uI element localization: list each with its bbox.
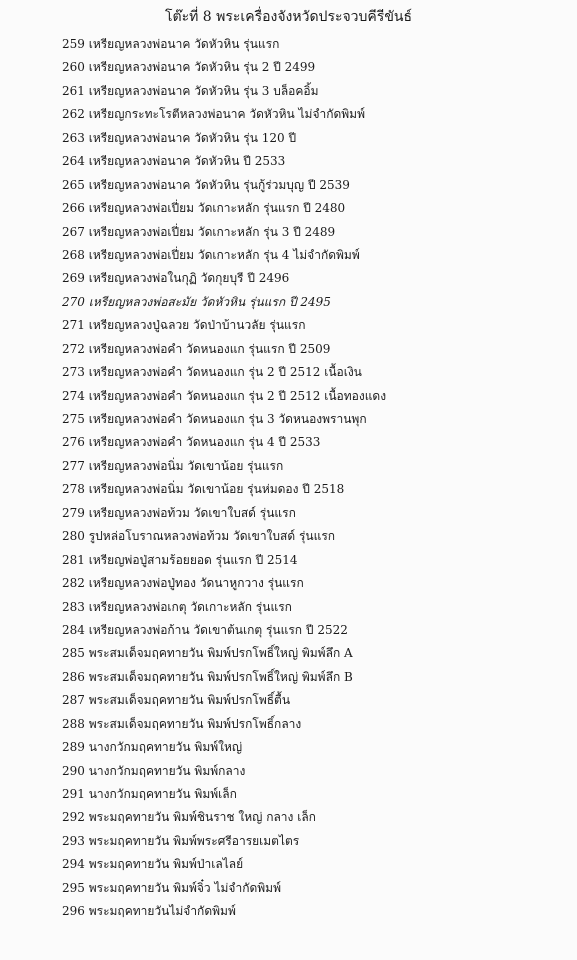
list-item: 263 เหรียญหลวงพ่อนาค วัดหัวหิน รุ่น 120 ปี (62, 130, 297, 145)
list-item: 267 เหรียญหลวงพ่อเปี่ยม วัดเกาะหลัก รุ่น 3 ปี 2489 (62, 224, 336, 239)
list-item: 276 เหรียญหลวงพ่อคำ วัดหนองแก รุ่น 4 ปี 2533 (62, 435, 321, 450)
list-item: 289 นางกวักมฤคทายวัน พิมพ์ใหญ่ (62, 740, 243, 755)
list-item: 265 เหรียญหลวงพ่อนาค วัดหัวหิน รุ่นกู้ร่วมบุญ ปี 2539 (62, 177, 350, 192)
list-item: 290 นางกวักมฤคทายวัน พิมพ์กลาง (62, 763, 246, 778)
list-item: 261 เหรียญหลวงพ่อนาค วัดหัวหิน รุ่น 3 บล็อคอิ้ม (62, 83, 319, 98)
list-item: 259 เหรียญหลวงพ่อนาค วัดหัวหิน รุ่นแรก (62, 37, 280, 51)
list-item: 286 พระสมเด็จมฤคทายวัน พิมพ์ปรกโพธิ์ใหญ่ พิมพ์ลึก B (62, 669, 353, 684)
list-item: 291 นางกวักมฤคทายวัน พิมพ์เล็ก (62, 787, 237, 801)
list-item: 294 พระมฤคทายวัน พิมพ์ป่าเลไลย์ (62, 857, 244, 872)
list-item: 262 เหรียญกระทะโรตีหลวงพ่อนาค วัดหัวหิน ไม่จำกัดพิมพ์ (62, 107, 365, 122)
list-item: 266 เหรียญหลวงพ่อเปี่ยม วัดเกาะหลัก รุ่นแรก ปี 2480 (62, 201, 346, 216)
page-title: โต๊ะที่ 8 พระเครื่องจังหวัดประจวบคีรีขันธ์ (164, 9, 413, 25)
list-item: 275 เหรียญหลวงพ่อคำ วัดหนองแก รุ่น 3 วัดหนองพรานพุก (62, 412, 367, 426)
list-item: 282 เหรียญหลวงพ่อปู่ทอง วัดนาหูกวาง รุ่นแรก (62, 576, 304, 591)
list-item: 284 เหรียญหลวงพ่อก้าน วัดเขาต้นเกตุ รุ่นแรก ปี 2522 (62, 622, 348, 637)
list-item: 274 เหรียญหลวงพ่อคำ วัดหนองแก รุ่น 2 ปี 2512 เนื้อทองแดง (62, 388, 387, 403)
list-item: 269 เหรียญหลวงพ่อในกุฏิ วัดกุยบุรี ปี 2496 (62, 271, 290, 286)
list-item: 264 เหรียญหลวงพ่อนาค วัดหัวหิน ปี 2533 (62, 154, 286, 169)
list-item: 287 พระสมเด็จมฤคทายวัน พิมพ์ปรกโพธิ์ตื้น (62, 693, 291, 708)
list-item: 270 เหรียญหลวงพ่อสะมัย วัดหัวหิน รุ่นแรก ปี 2495 (62, 294, 331, 309)
list-item: 288 พระสมเด็จมฤคทายวัน พิมพ์ปรกโพธิ์กลาง (62, 716, 302, 731)
list-item: 281 เหรียญพ่อปู่สามร้อยยอด รุ่นแรก ปี 2514 (62, 552, 298, 567)
list-item: 279 เหรียญหลวงพ่อท้วม วัดเขาใบสด์ รุ่นแรก (62, 505, 296, 520)
list-item: 277 เหรียญหลวงพ่อนิ่ม วัดเขาน้อย รุ่นแรก (62, 458, 284, 473)
list-item: 295 พระมฤคทายวัน พิมพ์จิ๋ว ไม่จำกัดพิมพ์ (62, 880, 281, 895)
amulet-list (62, 33, 386, 924)
list-item: 283 เหรียญหลวงพ่อเกตุ วัดเกาะหลัก รุ่นแรก (62, 599, 292, 614)
list-item: 273 เหรียญหลวงพ่อคำ วัดหนองแก รุ่น 2 ปี 2512 เนื้อเงิน (62, 365, 362, 380)
list-item: 293 พระมฤคทายวัน พิมพ์พระศรีอารยเมตไตร (62, 833, 300, 848)
list-item: 268 เหรียญหลวงพ่อเปี่ยม วัดเกาะหลัก รุ่น 4 ไม่จำกัดพิมพ์ (62, 247, 360, 262)
list-item: 296 พระมฤคทายวันไม่จำกัดพิมพ์ (62, 904, 236, 919)
list-item: 260 เหรียญหลวงพ่อนาค วัดหัวหิน รุ่น 2 ปี 2499 (62, 60, 316, 75)
list-item: 272 เหรียญหลวงพ่อคำ วัดหนองแก รุ่นแรก ปี 2509 (62, 341, 331, 356)
list-item: 285 พระสมเด็จมฤคทายวัน พิมพ์ปรกโพธิ์ใหญ่ พิมพ์ลึก A (62, 646, 353, 661)
list-item: 278 เหรียญหลวงพ่อนิ่ม วัดเขาน้อย รุ่นห่มดอง ปี 2518 (62, 482, 345, 497)
list-item: 292 พระมฤคทายวัน พิมพ์ชินราช ใหญ่ กลาง เล็ก (62, 810, 316, 825)
list-item: 280 รูปหล่อโบราณหลวงพ่อท้วม วัดเขาใบสด์ รุ่นแรก (62, 529, 336, 544)
list-item: 271 เหรียญหลวงปู่ฉลวย วัดป่าบ้านวลัย รุ่นแรก (62, 318, 306, 333)
